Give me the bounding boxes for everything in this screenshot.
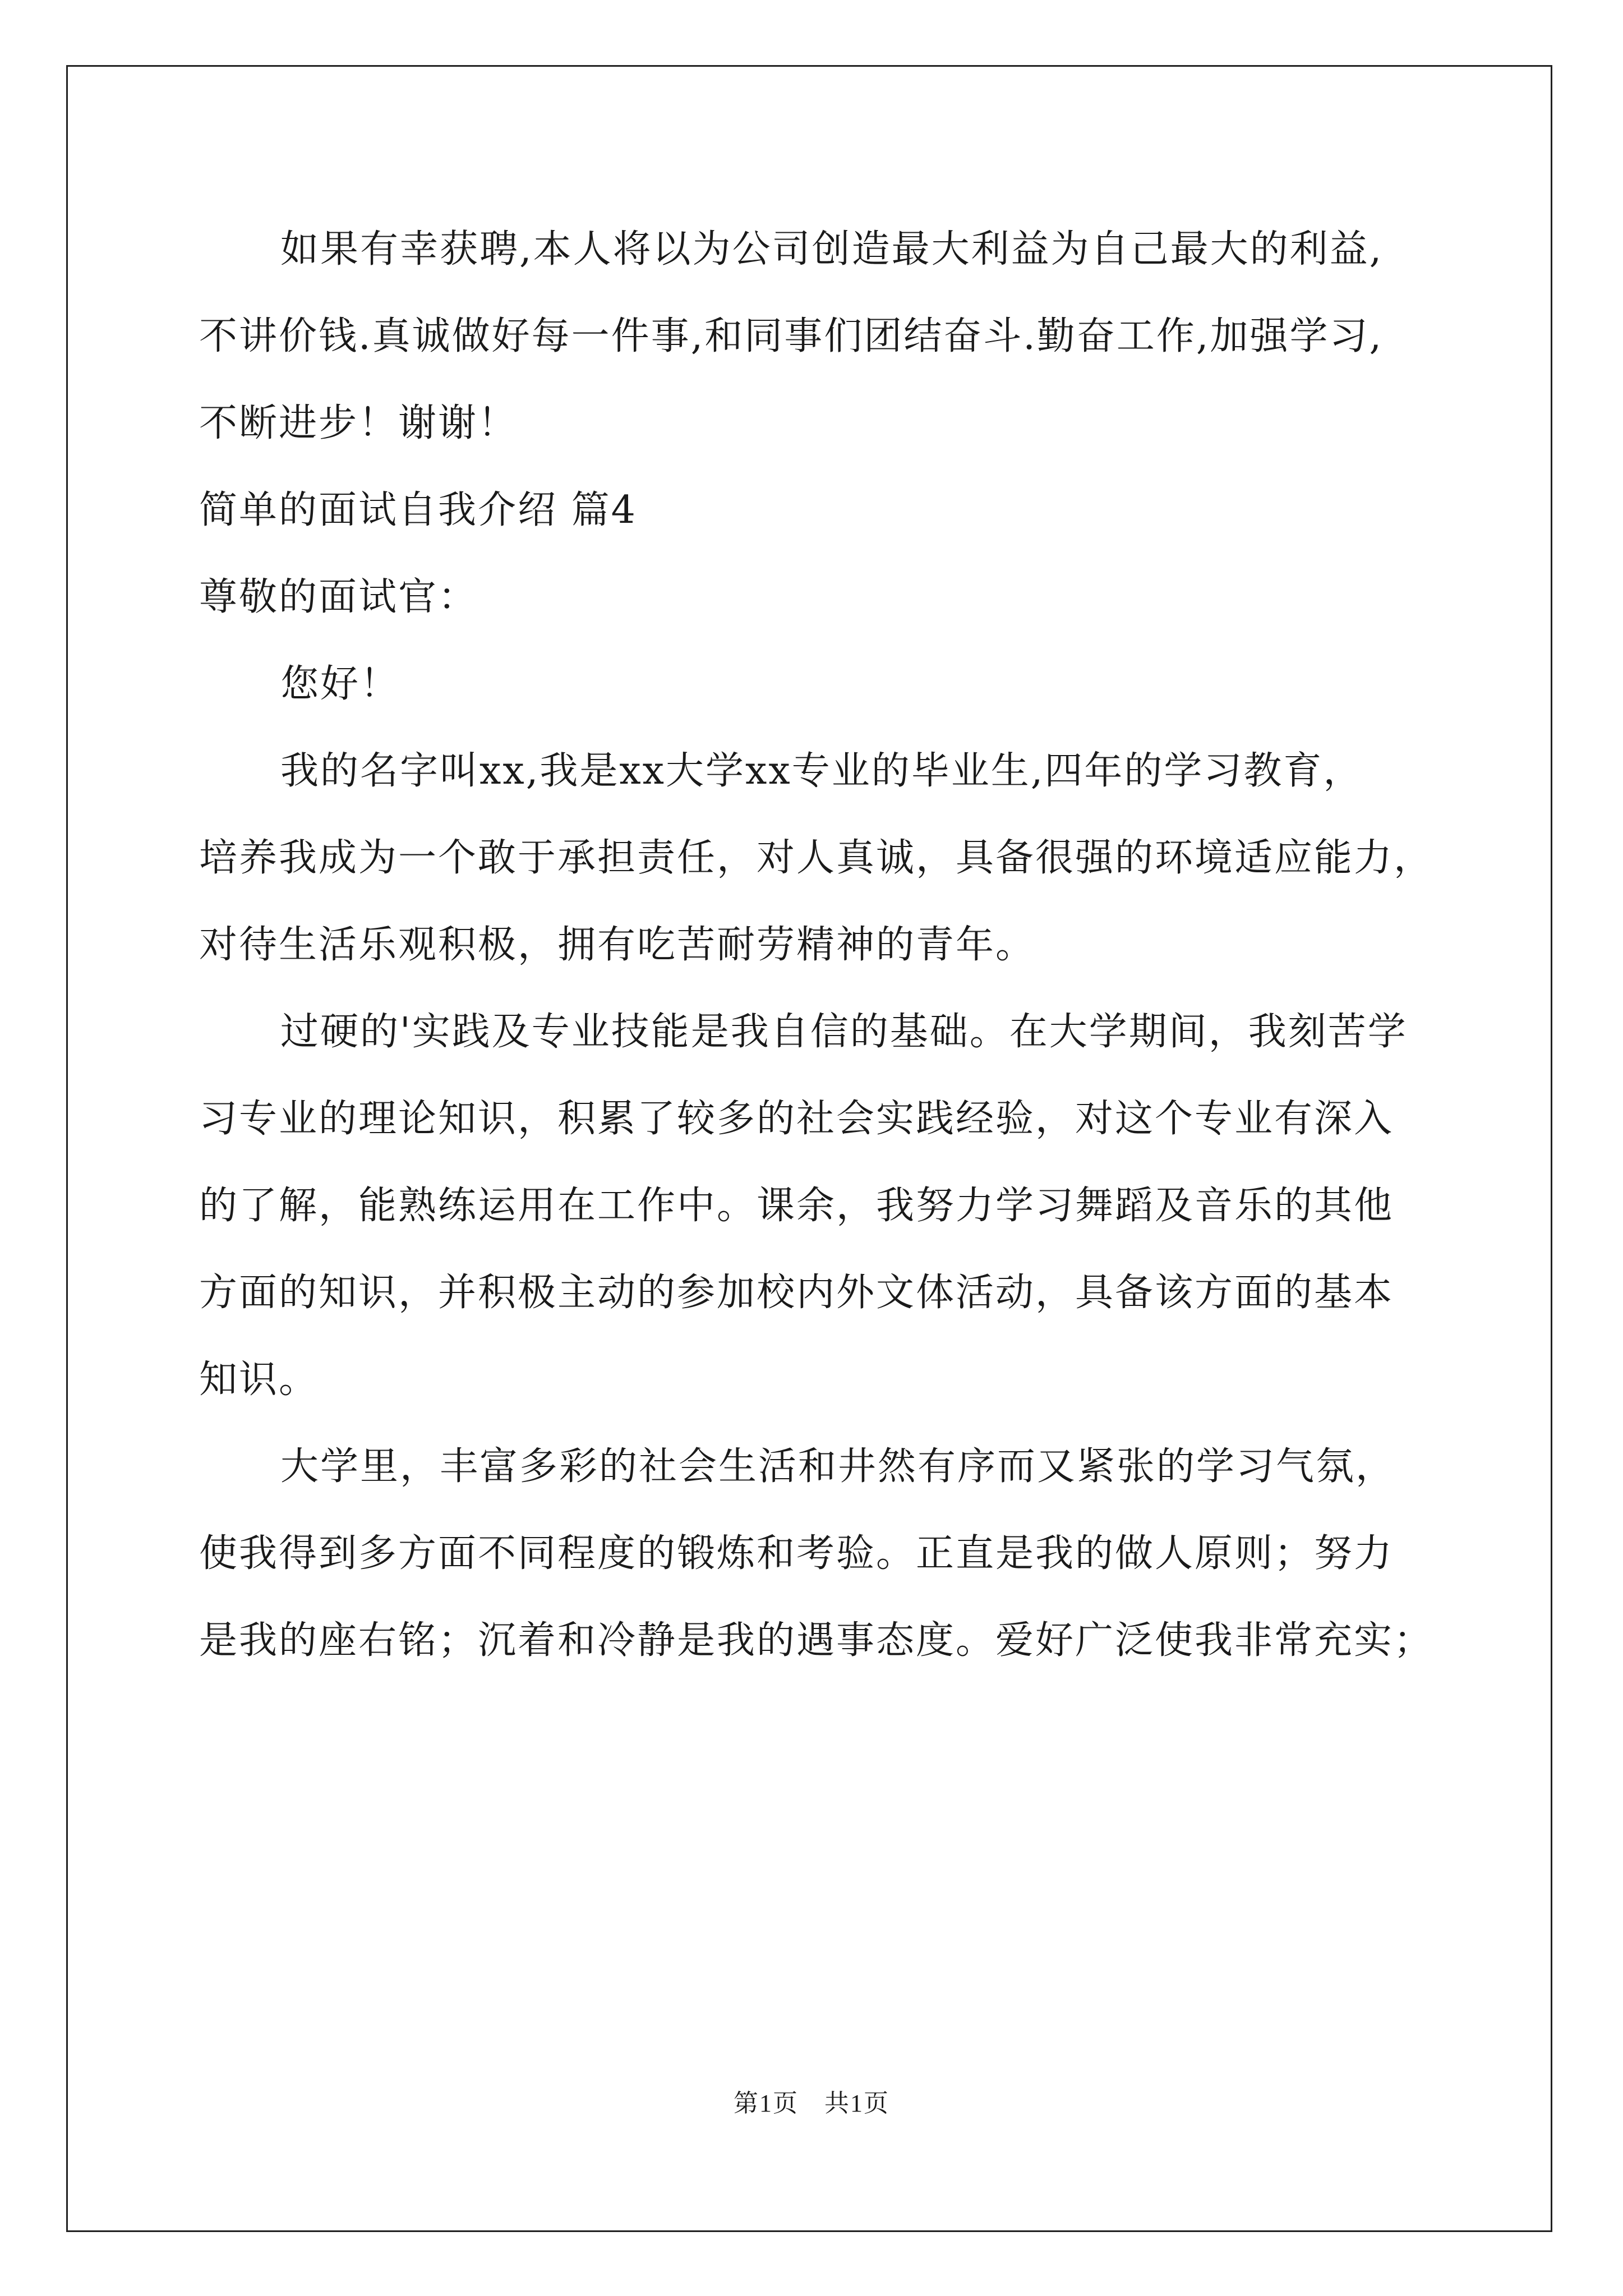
paragraph-line: 大学里，丰富多彩的社会生活和井然有序而又紧张的学习气氛， [280,1444,1396,1489]
paragraph-line: 不断进步！谢谢！ [199,401,518,445]
page-footer: 第1页 共1页 [734,2090,889,2117]
section-heading: 简单的面试自我介绍 篇4 [199,488,637,532]
greeting: 您好！ [280,662,400,706]
paragraph-line: 不讲价钱.真诚做好每一件事,和同事们团结奋斗.勤奋工作,加强学习, [199,314,1384,358]
paragraph-line: 习专业的理论知识，积累了较多的社会实践经验，对这个专业有深入 [199,1097,1394,1141]
paragraph-line: 是我的座右铭；沉着和冷静是我的遇事态度。爱好广泛使我非常充实； [199,1618,1434,1663]
paragraph-line: 知识。 [199,1358,319,1402]
paragraph-line: 的了解，能熟练运用在工作中。课余，我努力学习舞蹈及音乐的其他 [199,1184,1394,1228]
paragraph-line: 我的名字叫xx,我是xx大学xx专业的毕业生,四年的学习教育， [280,749,1363,793]
paragraph-line: 培养我成为一个敢于承担责任，对人真诚，具备很强的环境适应能力， [199,836,1434,880]
paragraph-line: 如果有幸获聘,本人将以为公司创造最大利益为自己最大的利益, [280,227,1384,272]
paragraph-line: 使我得到多方面不同程度的锻炼和考验。正直是我的做人原则；努力 [199,1531,1394,1576]
page-frame [66,65,1552,2232]
paragraph-line: 对待生活乐观积极，拥有吃苦耐劳精神的青年。 [199,923,1036,967]
paragraph-line: 过硬的'实践及专业技能是我自信的基础。在大学期间，我刻苦学 [280,1010,1408,1054]
salutation: 尊敬的面试官： [199,575,478,619]
paragraph-line: 方面的知识，并积极主动的参加校内外文体活动，具备该方面的基本 [199,1271,1394,1315]
